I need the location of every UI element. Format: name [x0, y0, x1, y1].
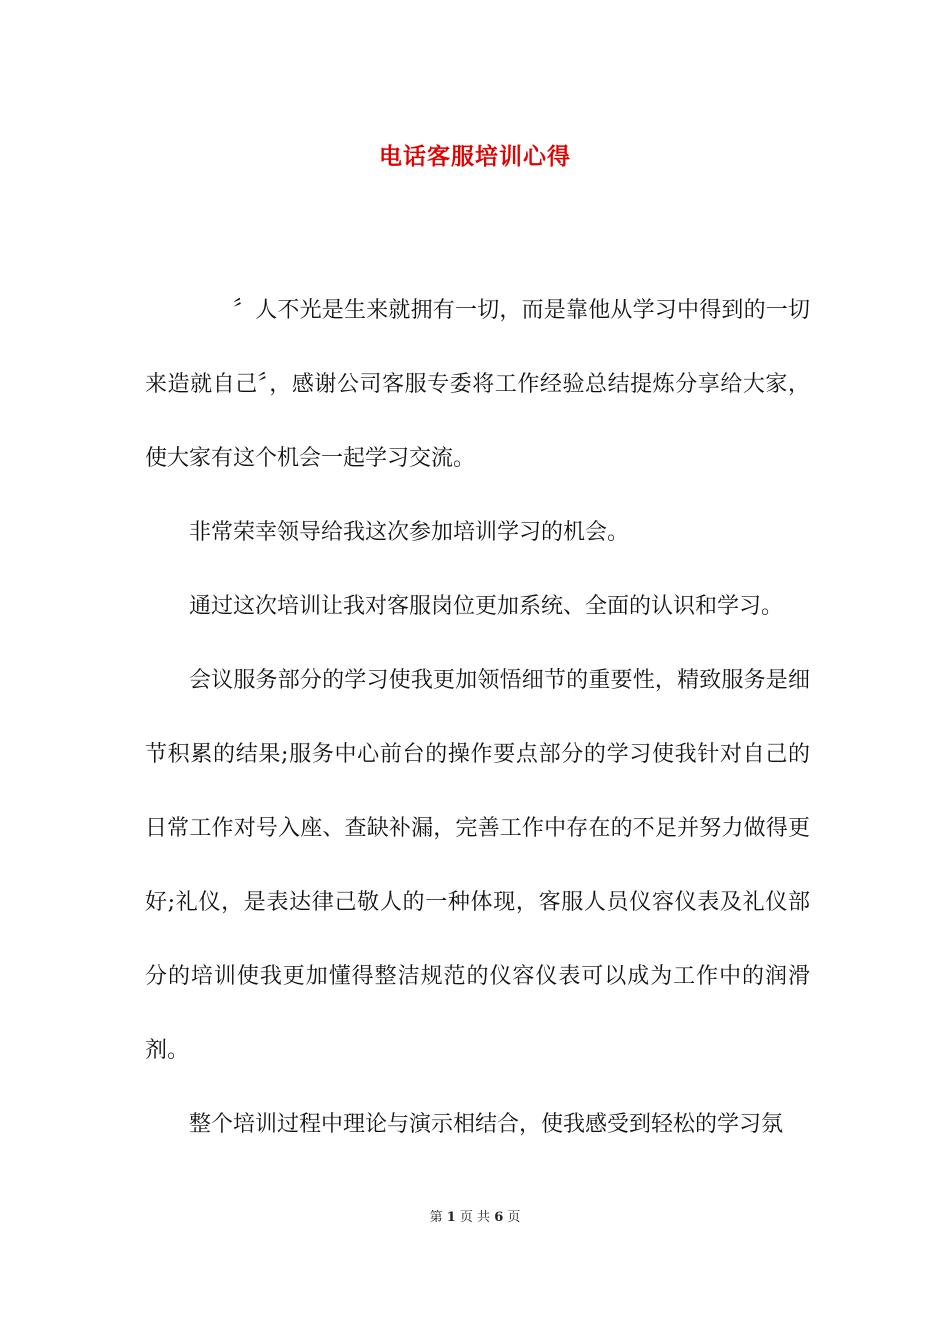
footer-current-page: 1 — [446, 1210, 456, 1225]
footer-prefix: 第 — [429, 1210, 443, 1225]
paragraph-5: 整个培训过程中理论与演示相结合，使我感受到轻松的学习氛 — [189, 1112, 784, 1137]
footer-total-pages: 6 — [494, 1210, 504, 1225]
paragraph-3: 通过这次培训让我对客服岗位更加系统、全面的认识和学习。 — [189, 594, 784, 619]
page-footer — [0, 1206, 950, 1225]
paragraph-2: 非常荣幸领导给我这次参加培训学习的机会。 — [189, 520, 630, 545]
document-body — [145, 274, 810, 1162]
paragraph-1: 〞人不光是生来就拥有一切，而是靠他从学习中得到的一切来造就自己〞，感谢公司客服专委将工作经验总结提炼分享给大家，使大家有这个机会一起学习交流。 — [145, 298, 810, 471]
footer-middle: 页 共 — [459, 1210, 491, 1225]
footer-suffix: 页 — [507, 1210, 521, 1225]
paragraph-4: 会议服务部分的学习使我更加领悟细节的重要性，精致服务是细节积累的结果;服务中心前台的操作要点部分的学习使我针对自己的日常工作对号入座、查缺补漏，完善工作中存在的不足并努力做得更好;礼仪，是表达律己敬人的一种体现，客服人员仪容仪表及礼仪部分的培训使我更加懂得整洁规范的仪容仪表可以成为工作中的润滑剂。 — [145, 668, 810, 1063]
document-title: 电话客服培训心得 — [379, 143, 571, 170]
